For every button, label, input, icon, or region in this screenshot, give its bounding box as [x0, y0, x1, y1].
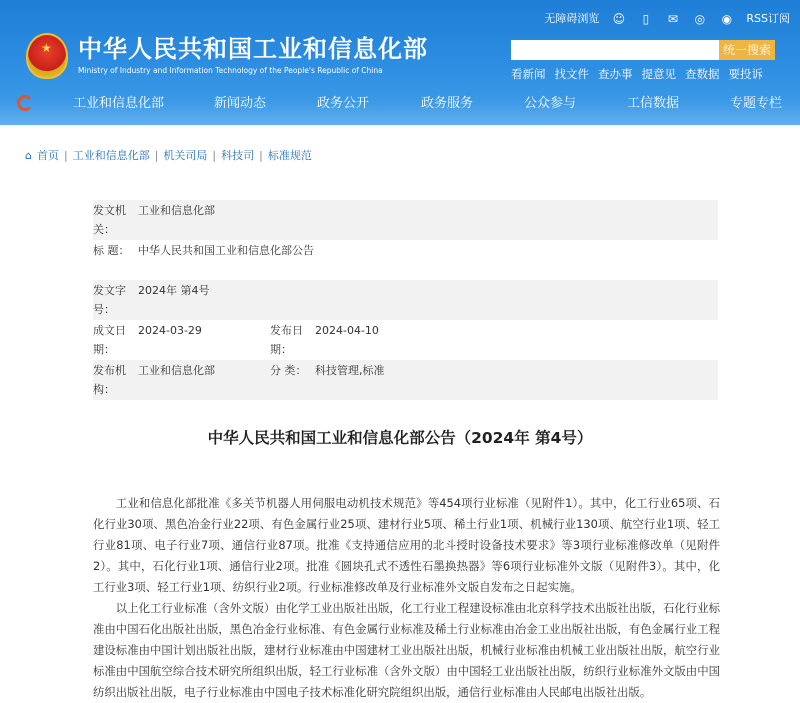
- nav-gov-services[interactable]: 政务服务: [421, 96, 474, 111]
- nav-data[interactable]: 工信数据: [627, 96, 680, 111]
- nav-public[interactable]: 公众参与: [524, 96, 577, 111]
- nav-miit[interactable]: 工业和信息化部: [73, 96, 165, 111]
- site-name: 中华人民共和国工业和信息化部: [78, 35, 428, 63]
- main-nav: [0, 92, 800, 116]
- robot-assistant-icon[interactable]: ☺: [612, 11, 626, 26]
- breadcrumb-keji[interactable]: 科技司: [221, 149, 255, 162]
- quick-link-feedback[interactable]: 提意见: [641, 67, 676, 81]
- mail-icon[interactable]: ✉: [667, 11, 678, 26]
- published-date-value: 2024-04-10: [315, 324, 379, 337]
- publisher-label: 发布机构：: [93, 364, 126, 396]
- category-label: 分 类：: [270, 364, 307, 377]
- doc-no-value: 2024年 第4号: [138, 284, 210, 297]
- written-date-label: 成文日期：: [93, 324, 126, 356]
- site-brand: [78, 36, 428, 76]
- breadcrumb-home[interactable]: 首页: [36, 149, 59, 162]
- publisher-value: 工业和信息化部: [138, 364, 215, 377]
- breadcrumb-standards[interactable]: 标准规范: [267, 149, 312, 162]
- site-header: [0, 0, 800, 125]
- article-title: 中华人民共和国工业和信息化部公告（2024年 第4号）: [207, 429, 593, 447]
- breadcrumb-departments[interactable]: 机关司局: [163, 149, 208, 162]
- issuer-label: 发文机关：: [93, 204, 126, 236]
- nav-news[interactable]: 新闻动态: [214, 96, 267, 111]
- document-metadata: [93, 200, 718, 400]
- quick-link-complaint[interactable]: 要投诉: [728, 67, 763, 81]
- mobile-icon[interactable]: ▯: [642, 11, 650, 26]
- weibo-icon[interactable]: ◉: [721, 11, 733, 26]
- accessibility-link[interactable]: 无障碍浏览: [544, 12, 600, 25]
- quick-link-services[interactable]: 查办事: [598, 67, 633, 81]
- written-date-value: 2024-03-29: [138, 324, 202, 337]
- breadcrumb-miit[interactable]: 工业和信息化部: [72, 149, 150, 162]
- nav-gov-affairs[interactable]: 政务公开: [317, 96, 370, 111]
- quick-link-files[interactable]: 找文件: [554, 67, 589, 81]
- title-value: 中华人民共和国工业和信息化部公告: [138, 244, 314, 257]
- published-date-label: 发布日期：: [270, 324, 303, 356]
- breadcrumb: ⌂ 首页 | 工业和信息化部 | 机关司局 | 科技司 | 标准规范: [25, 149, 312, 162]
- category-value: 科技管理,标准: [315, 364, 385, 377]
- wechat-icon[interactable]: ◎: [694, 11, 706, 26]
- search-button[interactable]: 统一搜索: [719, 40, 775, 60]
- article-paragraph: 工业和信息化部批准《多关节机器人用伺服电动机技术规范》等454项行业标准（见附件1）。其中，化工行业65项、石化行业30项、黑色冶金行业22项、有色金属行业25项、建材行业5项、稀土行业1项、机械行业130项、航空行业1项、轻工行业81项、电子行业7项、通信行业87项。批准《支持通信应用的北斗授时设备技术要求》等3项行业标准修改单（见附件2）。其中，石化行业1项、通信行业2项。批准《圆块孔式不透性石墨换热器》等6项行业标准外文版（见附件3）。其中，化工行业3项、轻工行业1项、纺织行业2项。行业标准修改单及行业标准外文版自发布之日起实施。: [93, 496, 720, 594]
- article-paragraph: 以上化工行业标准（含外文版）由化学工业出版社出版，化工行业工程建设标准由北京科学技术出版社出版，石化行业标准由中国石化出版社出版，黑色冶金行业标准、有色金属行业标准及稀土行业标准由冶金工业出版社出版，有色金属行业工程建设标准由中国计划出版社出版，建材行业标准由中国建材工业出版社出版，机械行业标准由机械工业出版社出版，航空行业标准由中国航空综合技术研究所组织出版，轻工行业标准（含外文版）由中国轻工业出版社出版，纺织行业标准外文版由中国纺织出版社出版，电子行业标准由中国电子技术标准化研究院组织出版，通信行业标准由人民邮电出版社出版。: [93, 601, 720, 699]
- home-icon: ⌂: [25, 149, 32, 162]
- search-bar: [511, 40, 775, 60]
- quick-link-news[interactable]: 看新闻: [511, 67, 546, 81]
- search-input[interactable]: [511, 40, 719, 60]
- title-label: 标 题：: [93, 244, 130, 257]
- article-body: [93, 493, 720, 703]
- rss-link[interactable]: RSS订阅: [746, 12, 790, 25]
- national-emblem-logo: [26, 33, 68, 79]
- issuer-value: 工业和信息化部: [138, 204, 215, 217]
- quick-link-data[interactable]: 查数据: [685, 67, 720, 81]
- doc-no-label: 发文字号：: [93, 284, 126, 316]
- miit-logo-icon[interactable]: [17, 95, 33, 111]
- site-name-en: Ministry of Industry and Information Technology of the People's Republic of China: [78, 66, 383, 75]
- nav-topics[interactable]: 专题专栏: [730, 96, 783, 111]
